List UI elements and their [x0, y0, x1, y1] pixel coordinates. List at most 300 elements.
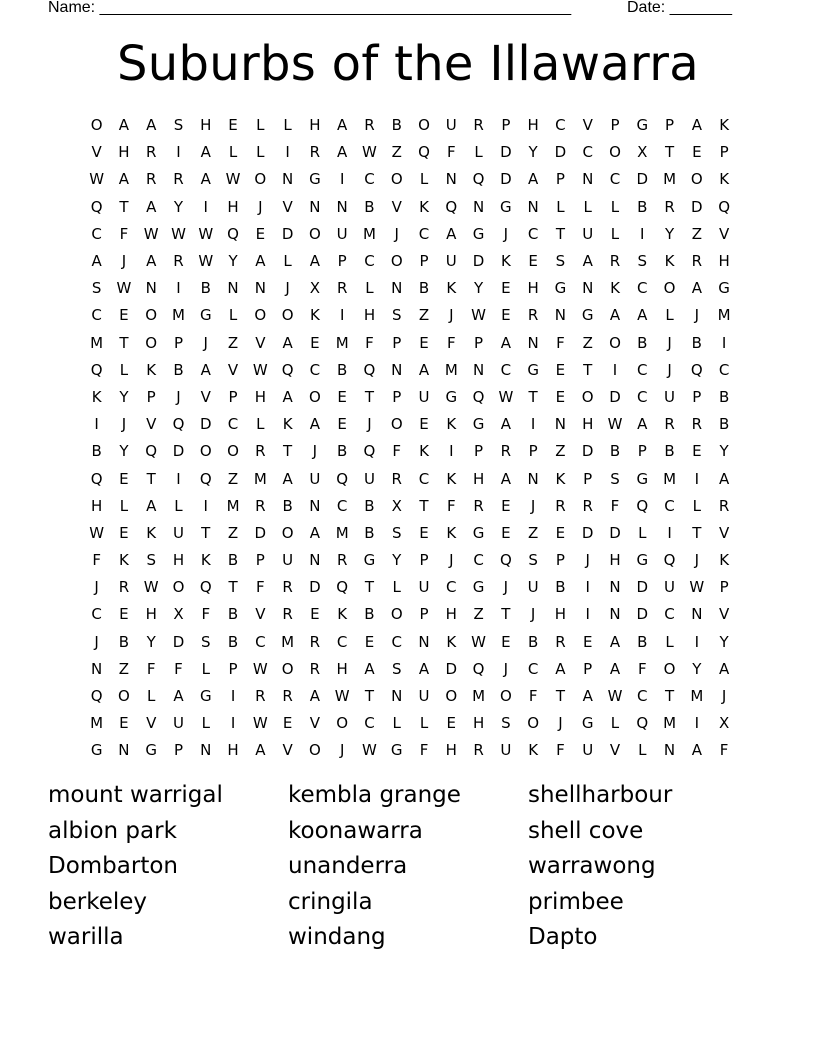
grid-letter[interactable]: C	[637, 279, 648, 298]
grid-letter[interactable]: V	[91, 143, 102, 162]
grid-letter[interactable]: R	[145, 143, 157, 162]
grid-letter[interactable]: M	[690, 687, 704, 706]
grid-letter[interactable]: K	[446, 523, 457, 542]
grid-letter[interactable]: C	[364, 714, 375, 733]
grid-letter[interactable]: J	[721, 687, 727, 706]
grid-letter[interactable]: O	[281, 306, 294, 325]
grid-letter[interactable]: J	[530, 496, 536, 515]
grid-letter[interactable]: V	[200, 387, 211, 406]
grid-letter[interactable]: B	[337, 442, 348, 461]
grid-letter[interactable]: T	[419, 496, 429, 515]
grid-letter[interactable]: P	[474, 442, 484, 461]
grid-letter[interactable]: K	[446, 632, 457, 651]
grid-letter[interactable]: Z	[418, 306, 430, 325]
grid-letter[interactable]: D	[309, 578, 321, 597]
grid-letter[interactable]: E	[555, 523, 566, 542]
grid-letter[interactable]: L	[256, 116, 265, 135]
grid-letter[interactable]: E	[419, 333, 429, 352]
grid-letter[interactable]: M	[335, 333, 349, 352]
grid-letter[interactable]: L	[638, 741, 647, 760]
grid-letter[interactable]: S	[146, 551, 156, 570]
grid-letter[interactable]: E	[501, 496, 511, 515]
grid-letter[interactable]: P	[146, 387, 156, 406]
grid-letter[interactable]: C	[255, 632, 266, 651]
grid-letter[interactable]: T	[583, 360, 593, 379]
grid-letter[interactable]: F	[528, 687, 538, 706]
grid-letter[interactable]: B	[364, 605, 375, 624]
grid-letter[interactable]: G	[199, 306, 212, 325]
grid-letter[interactable]: A	[500, 415, 511, 434]
grid-letter[interactable]: H	[309, 116, 321, 135]
grid-letter[interactable]: W	[252, 360, 268, 379]
grid-letter[interactable]: W	[252, 714, 268, 733]
grid-letter[interactable]: Z	[473, 605, 484, 624]
grid-letter[interactable]: I	[176, 143, 181, 162]
grid-letter[interactable]: D	[554, 143, 567, 162]
grid-letter[interactable]: A	[282, 469, 293, 488]
grid-letter[interactable]: E	[255, 224, 266, 243]
grid-letter[interactable]: P	[419, 551, 429, 570]
grid-letter[interactable]: R	[691, 252, 703, 271]
grid-letter[interactable]: S	[391, 659, 402, 678]
grid-letter[interactable]: P	[228, 387, 238, 406]
grid-letter[interactable]: R	[664, 415, 675, 434]
grid-letter[interactable]: I	[585, 578, 590, 597]
grid-letter[interactable]: W	[89, 170, 105, 189]
grid-letter[interactable]: A	[609, 306, 621, 325]
grid-letter[interactable]: U	[500, 741, 512, 760]
grid-letter[interactable]: T	[364, 387, 375, 406]
grid-letter[interactable]: Q	[90, 469, 103, 488]
grid-letter[interactable]: R	[691, 415, 703, 434]
grid-letter[interactable]: B	[718, 415, 730, 434]
grid-letter[interactable]: R	[145, 170, 157, 189]
grid-letter[interactable]: O	[499, 687, 512, 706]
grid-letter[interactable]: A	[173, 687, 184, 706]
grid-letter[interactable]: N	[391, 279, 403, 298]
grid-letter[interactable]: H	[227, 741, 239, 760]
grid-letter[interactable]: D	[581, 442, 594, 461]
grid-letter[interactable]: R	[282, 605, 293, 624]
grid-letter[interactable]: K	[500, 252, 511, 271]
grid-letter[interactable]: P	[501, 116, 511, 135]
grid-letter[interactable]: B	[227, 551, 239, 570]
grid-letter[interactable]: Y	[173, 197, 184, 216]
grid-letter[interactable]: H	[254, 387, 266, 406]
grid-letter[interactable]: H	[554, 605, 567, 624]
grid-letter[interactable]: N	[227, 279, 239, 298]
grid-letter[interactable]: Y	[719, 442, 729, 461]
grid-letter[interactable]: K	[146, 360, 157, 379]
grid-letter[interactable]: J	[449, 551, 454, 570]
grid-letter[interactable]: R	[309, 143, 321, 162]
grid-letter[interactable]: X	[309, 279, 321, 298]
grid-letter[interactable]: F	[610, 496, 620, 515]
grid-letter[interactable]: C	[227, 415, 239, 434]
grid-letter[interactable]: N	[445, 170, 457, 189]
grid-letter[interactable]: Y	[692, 659, 702, 678]
grid-letter[interactable]: K	[719, 170, 730, 189]
grid-letter[interactable]: Q	[636, 496, 649, 515]
grid-letter[interactable]: W	[116, 279, 132, 298]
grid-letter[interactable]: C	[527, 224, 539, 243]
grid-letter[interactable]: A	[637, 306, 648, 325]
grid-letter[interactable]: G	[363, 551, 376, 570]
grid-letter[interactable]: H	[145, 605, 157, 624]
grid-letter[interactable]: P	[610, 116, 620, 135]
grid-letter[interactable]: P	[392, 333, 402, 352]
grid-letter[interactable]: D	[472, 252, 485, 271]
grid-letter[interactable]: B	[364, 523, 375, 542]
grid-letter[interactable]: H	[227, 197, 239, 216]
grid-letter[interactable]: P	[474, 333, 484, 352]
grid-letter[interactable]: C	[336, 496, 348, 515]
grid-letter[interactable]: W	[89, 523, 105, 542]
grid-letter[interactable]: R	[282, 687, 293, 706]
grid-letter[interactable]: E	[501, 279, 511, 298]
grid-letter[interactable]: S	[610, 469, 620, 488]
grid-letter[interactable]: Z	[118, 659, 130, 678]
grid-letter[interactable]: L	[119, 496, 129, 515]
grid-letter[interactable]: O	[663, 279, 676, 298]
grid-letter[interactable]: F	[556, 741, 565, 760]
grid-letter[interactable]: L	[665, 306, 674, 325]
grid-letter[interactable]: V	[282, 197, 293, 216]
grid-letter[interactable]: L	[419, 170, 429, 189]
grid-letter[interactable]: W	[498, 387, 514, 406]
grid-letter[interactable]: C	[446, 578, 457, 597]
grid-letter[interactable]: G	[199, 687, 212, 706]
grid-letter[interactable]: L	[638, 523, 647, 542]
grid-letter[interactable]: I	[694, 714, 700, 733]
grid-letter[interactable]: N	[336, 197, 348, 216]
grid-letter[interactable]: R	[255, 496, 266, 515]
grid-letter[interactable]: L	[256, 143, 265, 162]
grid-letter[interactable]: E	[310, 605, 320, 624]
grid-letter[interactable]: Q	[281, 360, 294, 379]
grid-letter[interactable]: I	[339, 170, 345, 189]
grid-letter[interactable]: W	[362, 143, 377, 162]
grid-letter[interactable]: I	[449, 442, 454, 461]
grid-letter[interactable]: V	[282, 741, 293, 760]
grid-letter[interactable]: R	[473, 741, 484, 760]
grid-letter[interactable]: Y	[528, 143, 538, 162]
grid-letter[interactable]: T	[119, 333, 129, 352]
grid-letter[interactable]: D	[172, 442, 185, 461]
grid-letter[interactable]: N	[663, 741, 676, 760]
grid-letter[interactable]: H	[172, 551, 185, 570]
grid-letter[interactable]: C	[664, 605, 675, 624]
grid-letter[interactable]: K	[555, 469, 566, 488]
grid-letter[interactable]: Q	[690, 360, 703, 379]
grid-letter[interactable]: H	[445, 605, 457, 624]
grid-letter[interactable]: G	[445, 387, 458, 406]
grid-letter[interactable]: N	[609, 578, 621, 597]
grid-letter[interactable]: A	[146, 197, 157, 216]
grid-letter[interactable]: S	[555, 252, 566, 271]
grid-letter[interactable]: H	[472, 469, 485, 488]
grid-letter[interactable]: K	[446, 415, 457, 434]
grid-letter[interactable]: E	[310, 333, 320, 352]
grid-letter[interactable]: G	[636, 116, 649, 135]
grid-letter[interactable]: N	[582, 279, 594, 298]
grid-letter[interactable]: J	[203, 333, 208, 352]
grid-letter[interactable]: C	[309, 360, 321, 379]
grid-letter[interactable]: G	[90, 741, 103, 760]
grid-letter[interactable]: N	[281, 170, 294, 189]
grid-letter[interactable]: A	[309, 523, 321, 542]
grid-letter[interactable]: R	[473, 116, 484, 135]
grid-letter[interactable]: N	[554, 415, 567, 434]
grid-letter[interactable]: D	[500, 170, 512, 189]
grid-letter[interactable]: H	[200, 116, 212, 135]
grid-letter[interactable]: A	[200, 360, 211, 379]
grid-letter[interactable]: G	[390, 741, 403, 760]
grid-letter[interactable]: B	[364, 197, 375, 216]
grid-letter[interactable]: X	[637, 143, 648, 162]
grid-letter[interactable]: J	[367, 415, 372, 434]
grid-letter[interactable]: A	[582, 687, 593, 706]
grid-letter[interactable]: K	[419, 197, 429, 216]
grid-letter[interactable]: Q	[90, 197, 103, 216]
grid-letter[interactable]: P	[692, 387, 702, 406]
grid-letter[interactable]: B	[200, 279, 211, 298]
grid-letter[interactable]: E	[119, 469, 129, 488]
grid-letter[interactable]: R	[582, 496, 593, 515]
grid-letter[interactable]: Y	[664, 224, 675, 243]
grid-letter[interactable]: N	[609, 605, 621, 624]
grid-letter[interactable]: S	[201, 632, 211, 651]
grid-letter[interactable]: O	[145, 306, 158, 325]
grid-letter[interactable]: M	[90, 714, 104, 733]
grid-letter[interactable]: W	[471, 632, 486, 651]
grid-letter[interactable]: A	[118, 116, 130, 135]
grid-letter[interactable]: B	[691, 333, 702, 352]
grid-letter[interactable]: A	[282, 387, 293, 406]
grid-letter[interactable]: F	[719, 741, 729, 760]
grid-letter[interactable]: N	[391, 360, 403, 379]
grid-letter[interactable]: B	[282, 496, 293, 515]
grid-letter[interactable]: O	[145, 333, 158, 352]
grid-letter[interactable]: U	[445, 252, 457, 271]
grid-letter[interactable]: B	[637, 197, 648, 216]
grid-letter[interactable]: G	[472, 415, 485, 434]
grid-letter[interactable]: T	[555, 224, 565, 243]
grid-letter[interactable]: P	[637, 442, 647, 461]
grid-letter[interactable]: B	[227, 605, 239, 624]
grid-letter[interactable]: N	[582, 170, 594, 189]
grid-letter[interactable]: B	[337, 360, 348, 379]
grid-letter[interactable]: B	[527, 632, 539, 651]
grid-letter[interactable]: I	[285, 143, 290, 162]
grid-letter[interactable]: J	[176, 387, 181, 406]
grid-letter[interactable]: Q	[363, 360, 376, 379]
grid-letter[interactable]: U	[172, 714, 184, 733]
grid-letter[interactable]: E	[337, 415, 347, 434]
grid-letter[interactable]: N	[145, 279, 157, 298]
grid-letter[interactable]: B	[664, 442, 675, 461]
grid-letter[interactable]: C	[418, 224, 430, 243]
grid-letter[interactable]: J	[121, 415, 127, 434]
grid-letter[interactable]: U	[582, 741, 594, 760]
grid-letter[interactable]: M	[362, 224, 376, 243]
grid-letter[interactable]: Q	[445, 197, 458, 216]
grid-letter[interactable]: V	[718, 605, 730, 624]
grid-letter[interactable]: R	[255, 442, 266, 461]
grid-letter[interactable]: W	[334, 687, 350, 706]
grid-letter[interactable]: F	[556, 333, 565, 352]
grid-letter[interactable]: C	[391, 632, 402, 651]
grid-letter[interactable]: O	[390, 252, 403, 271]
grid-letter[interactable]: K	[664, 252, 675, 271]
grid-letter[interactable]: I	[203, 496, 208, 515]
grid-letter[interactable]: P	[392, 387, 402, 406]
grid-letter[interactable]: C	[364, 252, 375, 271]
grid-letter[interactable]: C	[637, 360, 648, 379]
grid-letter[interactable]: A	[309, 415, 321, 434]
grid-letter[interactable]: Z	[528, 523, 539, 542]
grid-letter[interactable]: F	[92, 551, 101, 570]
grid-letter[interactable]: E	[419, 523, 429, 542]
grid-letter[interactable]: E	[501, 523, 511, 542]
grid-letter[interactable]: V	[146, 714, 157, 733]
grid-letter[interactable]: I	[530, 415, 536, 434]
grid-letter[interactable]: P	[419, 605, 429, 624]
grid-letter[interactable]: K	[446, 279, 457, 298]
grid-letter[interactable]: C	[336, 632, 348, 651]
grid-letter[interactable]: N	[91, 659, 103, 678]
grid-letter[interactable]: S	[637, 252, 648, 271]
grid-letter[interactable]: A	[200, 143, 211, 162]
grid-letter[interactable]: P	[555, 551, 565, 570]
grid-letter[interactable]: U	[664, 578, 676, 597]
grid-letter[interactable]: D	[254, 523, 267, 542]
grid-letter[interactable]: J	[667, 333, 672, 352]
grid-letter[interactable]: M	[172, 306, 185, 325]
grid-letter[interactable]: Q	[227, 224, 239, 243]
grid-letter[interactable]: R	[309, 632, 321, 651]
grid-letter[interactable]: O	[281, 523, 294, 542]
grid-letter[interactable]: T	[501, 605, 511, 624]
grid-letter[interactable]: I	[640, 224, 645, 243]
grid-letter[interactable]: J	[94, 632, 99, 651]
grid-letter[interactable]: Q	[472, 170, 485, 189]
grid-letter[interactable]: E	[419, 415, 429, 434]
grid-letter[interactable]: R	[391, 469, 402, 488]
grid-letter[interactable]: G	[472, 224, 485, 243]
grid-letter[interactable]: A	[255, 741, 266, 760]
grid-letter[interactable]: H	[472, 714, 485, 733]
grid-letter[interactable]: C	[91, 224, 102, 243]
grid-letter[interactable]: J	[694, 551, 700, 570]
grid-letter[interactable]: D	[609, 523, 621, 542]
grid-letter[interactable]: C	[364, 170, 375, 189]
grid-letter[interactable]: K	[610, 279, 620, 298]
grid-letter[interactable]: A	[282, 333, 293, 352]
grid-letter[interactable]: O	[254, 170, 267, 189]
grid-letter[interactable]: G	[718, 279, 730, 298]
grid-letter[interactable]: B	[555, 578, 566, 597]
grid-letter[interactable]: S	[501, 714, 511, 733]
grid-letter[interactable]: K	[419, 442, 429, 461]
grid-letter[interactable]: I	[94, 415, 99, 434]
grid-letter[interactable]: F	[256, 578, 265, 597]
grid-letter[interactable]: W	[471, 306, 486, 325]
grid-letter[interactable]: Q	[472, 659, 485, 678]
grid-letter[interactable]: Y	[392, 551, 402, 570]
grid-letter[interactable]: O	[609, 333, 621, 352]
grid-letter[interactable]: B	[391, 116, 402, 135]
grid-letter[interactable]: J	[558, 714, 563, 733]
grid-letter[interactable]: L	[228, 306, 238, 325]
grid-letter[interactable]: T	[555, 687, 565, 706]
grid-letter[interactable]: Q	[336, 578, 349, 597]
grid-letter[interactable]: Q	[336, 469, 349, 488]
grid-letter[interactable]: A	[146, 116, 157, 135]
grid-letter[interactable]: D	[445, 659, 458, 678]
grid-letter[interactable]: G	[472, 523, 485, 542]
grid-letter[interactable]: K	[146, 523, 157, 542]
grid-letter[interactable]: I	[667, 523, 672, 542]
grid-letter[interactable]: E	[582, 632, 593, 651]
grid-letter[interactable]: R	[555, 632, 566, 651]
grid-letter[interactable]: H	[336, 659, 348, 678]
grid-letter[interactable]: M	[717, 306, 731, 325]
grid-letter[interactable]: H	[582, 415, 594, 434]
grid-letter[interactable]: N	[418, 632, 430, 651]
grid-letter[interactable]: E	[555, 387, 566, 406]
grid-letter[interactable]: N	[554, 306, 567, 325]
grid-letter[interactable]: O	[609, 143, 621, 162]
grid-letter[interactable]: O	[227, 442, 239, 461]
grid-letter[interactable]: T	[364, 687, 375, 706]
grid-letter[interactable]: H	[527, 279, 539, 298]
grid-letter[interactable]: H	[118, 143, 130, 162]
grid-letter[interactable]: E	[501, 306, 511, 325]
grid-letter[interactable]: A	[718, 469, 730, 488]
grid-letter[interactable]: J	[339, 741, 345, 760]
grid-letter[interactable]: L	[119, 360, 129, 379]
grid-letter[interactable]: P	[719, 143, 729, 162]
grid-letter[interactable]: A	[337, 143, 348, 162]
grid-letter[interactable]: U	[172, 523, 184, 542]
grid-letter[interactable]: C	[664, 496, 675, 515]
grid-letter[interactable]: R	[718, 496, 730, 515]
grid-letter[interactable]: E	[528, 252, 538, 271]
grid-letter[interactable]: I	[230, 687, 236, 706]
grid-letter[interactable]: K	[528, 741, 539, 760]
grid-letter[interactable]: F	[637, 659, 647, 678]
grid-letter[interactable]: J	[530, 605, 536, 624]
grid-letter[interactable]: K	[719, 551, 730, 570]
grid-letter[interactable]: F	[446, 333, 456, 352]
grid-letter[interactable]: Q	[636, 714, 649, 733]
grid-letter[interactable]: P	[173, 333, 183, 352]
grid-letter[interactable]: A	[337, 116, 348, 135]
grid-letter[interactable]: N	[527, 333, 539, 352]
grid-letter[interactable]: I	[694, 632, 700, 651]
grid-letter[interactable]: C	[637, 387, 648, 406]
grid-letter[interactable]: M	[281, 632, 295, 651]
grid-letter[interactable]: O	[690, 170, 703, 189]
grid-letter[interactable]: G	[581, 714, 594, 733]
grid-letter[interactable]: S	[91, 279, 102, 298]
grid-letter[interactable]: S	[391, 306, 402, 325]
grid-letter[interactable]: G	[500, 197, 512, 216]
grid-letter[interactable]: E	[337, 387, 347, 406]
grid-letter[interactable]: A	[200, 170, 211, 189]
grid-letter[interactable]: V	[391, 197, 402, 216]
